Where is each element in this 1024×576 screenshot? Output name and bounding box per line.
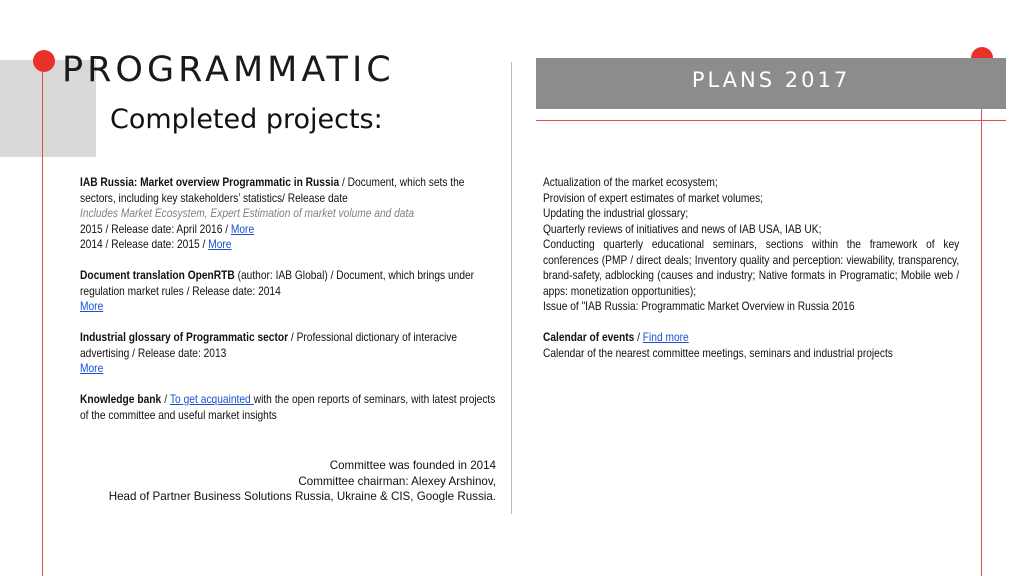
plans-underline <box>536 120 1006 121</box>
project-title: IAB Russia: Market overview Programmatic in Russia <box>80 176 340 189</box>
calendar-title: Calendar of events <box>543 331 635 344</box>
more-link-2015[interactable]: More <box>230 222 255 236</box>
project-glossary <box>80 330 495 377</box>
committee-info <box>80 458 496 505</box>
chairman-position: Head of Partner Business Solutions Russia, Ukraine & CIS, Google Russia. <box>108 490 496 503</box>
page-title: PROGRAMMATIC <box>62 50 395 90</box>
project-description: with the open reports of seminars, with latest projects of the committee and useful market insights <box>80 393 496 422</box>
plan-item: Quarterly reviews of initiatives and news of IAB USA, IAB UK; <box>543 222 822 236</box>
release-line-2014: 2014 / Release date: 2015 / <box>80 238 209 251</box>
project-title: Knowledge bank <box>80 393 162 406</box>
calendar-description: Calendar of the nearest committee meetings, seminars and industrial projects <box>543 346 893 360</box>
plan-item: Actualization of the market ecosystem; <box>543 176 718 189</box>
project-description: (author: IAB Global) / Document, which brings under regulation market rules / Release date: 2014 <box>80 269 475 298</box>
column-divider <box>511 62 512 514</box>
page-subtitle: Completed projects: <box>110 104 383 135</box>
project-title: Industrial glossary of Programmatic sector <box>80 331 289 344</box>
left-red-vertical-line <box>42 60 43 576</box>
separator: / <box>161 393 170 406</box>
project-note: Includes Market Ecosystem, Expert Estimation of market volume and data <box>80 207 415 220</box>
plans-title: PLANS 2017 <box>691 68 851 92</box>
project-knowledge-bank <box>80 392 495 423</box>
left-red-dot <box>33 50 55 72</box>
more-link-2014[interactable]: More <box>208 238 232 251</box>
project-market-overview <box>80 175 495 253</box>
plan-item: Provision of expert estimates of market volumes; <box>543 191 764 205</box>
plans-list <box>543 175 959 315</box>
find-more-link[interactable]: Find more <box>642 331 689 344</box>
more-link-openrtb[interactable]: More <box>80 300 104 313</box>
plan-item: Conducting quarterly educational seminars, sections within the framework of key conferences (PMP / direct deals; Inventory quality and perception: viewability, transparency, brand-safety, adblocking (causes and industry; Native formats in Programatic; Mobile web / apps: monetization opportunities); <box>543 238 960 298</box>
project-description: / Document, which sets the sectors, including key stakeholders’ statistics/ Release date <box>80 176 465 205</box>
plans-column <box>543 175 959 377</box>
completed-projects-column <box>80 175 495 439</box>
calendar-of-events <box>543 330 959 361</box>
separator: / <box>634 331 643 344</box>
get-acquainted-link[interactable]: To get acquainted <box>169 393 254 406</box>
plan-item: Updating the industrial glossary; <box>543 207 689 220</box>
plans-header-bar <box>536 58 1006 109</box>
more-link-glossary[interactable]: More <box>80 362 104 375</box>
plan-item: Issue of "IAB Russia: Programmatic Market Overview in Russia 2016 <box>543 300 855 313</box>
committee-chairman: Committee chairman: Alexey Arshinov, <box>298 474 496 488</box>
release-line-2015: 2015 / Release date: April 2016 / <box>80 222 231 236</box>
project-openrtb <box>80 268 495 315</box>
committee-founded: Committee was founded in 2014 <box>329 459 496 472</box>
project-title: Document translation OpenRTB <box>80 269 235 282</box>
right-red-vertical-line <box>981 58 982 576</box>
project-description: / Professional dictionary of interacive advertising / Release date: 2013 <box>80 331 458 360</box>
